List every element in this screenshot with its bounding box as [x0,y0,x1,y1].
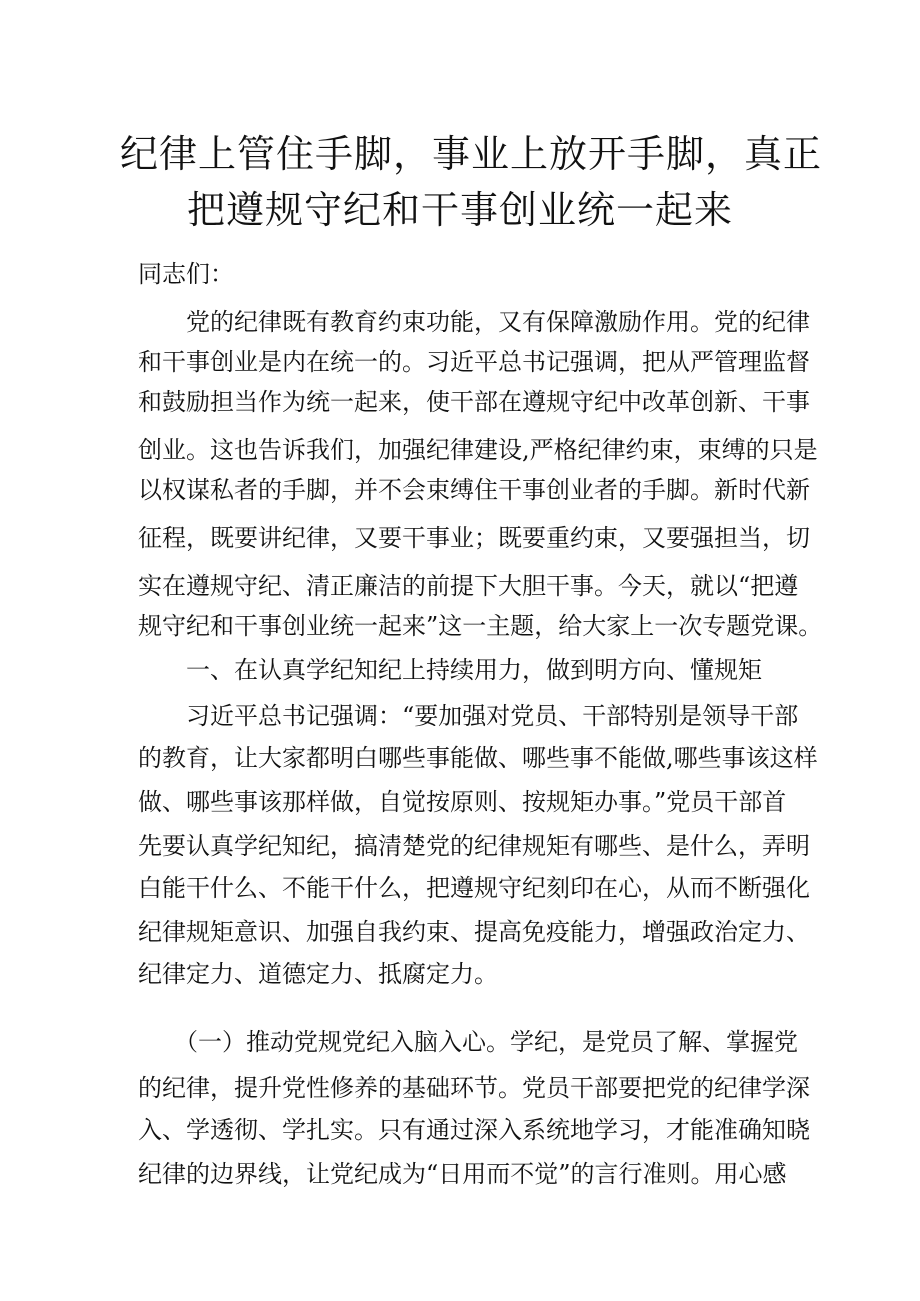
body-line: 和干事创业是内在统一的。习近平总书记强调，把从严管理监督 [138,348,810,376]
body-line: 的教育，让大家都明白哪些事能做、哪些事不能做,哪些事该这样 [138,744,818,772]
body-line: 白能干什么、不能干什么，把遵规守纪刻印在心，从而不断强化 [138,874,810,902]
subsection-heading: （一）推动党规党纪入脑入心。学纪，是党员了解、掌握党 [138,1028,798,1056]
body-line: 入、学透彻、学扎实。只有通过深入系统地学习，才能准确知晓 [138,1116,810,1144]
document-title-line-1: 纪律上管住手脚，事业上放开手脚，真正 [120,132,823,176]
body-line: 党的纪律既有教育约束功能，又有保障激励作用。党的纪律 [138,308,810,336]
document-title-line-2: 把遵规守纪和干事创业统一起来 [186,188,733,232]
body-line: 和鼓励担当作为统一起来，使干部在遵规守纪中改革创新、干事 [138,388,810,416]
body-line: 的纪律，提升党性修养的基础环节。党员干部要把党的纪律学深 [138,1074,810,1102]
body-line: 规守纪和干事创业统一起来”这一主题，给大家上一次专题党课。 [138,612,823,640]
body-line: 创业。这也告诉我们，加强纪律建设,严格纪律约束，束缚的只是 [138,436,818,464]
body-line: 纪律规矩意识、加强自我约束、提高免疫能力，增强政治定力、 [138,918,810,946]
body-line: 先要认真学纪知纪，搞清楚党的纪律规矩有哪些、是什么，弄明 [138,832,810,860]
body-line: 实在遵规守纪、清正廉洁的前提下大胆干事。今天，就以“把遵 [138,572,799,600]
salutation: 同志们： [138,260,234,288]
body-line: 征程，既要讲纪律，又要干事业；既要重约束，又要强担当，切 [138,524,810,552]
body-line: 纪律定力、道德定力、抵腐定力。 [138,960,498,988]
body-line: 纪律的边界线，让党纪成为“日用而不觉”的言行准则。用心感 [138,1160,787,1188]
body-line: 习近平总书记强调：“要加强对党员、干部特别是领导干部 [138,702,799,730]
section-heading: 一、在认真学纪知纪上持续用力，做到明方向、懂规矩 [138,656,762,684]
body-line: 做、哪些事该那样做，自觉按原则、按规矩办事。”党员干部首 [138,788,787,816]
body-line: 以权谋私者的手脚，并不会束缚住干事创业者的手脚。新时代新 [138,476,810,504]
